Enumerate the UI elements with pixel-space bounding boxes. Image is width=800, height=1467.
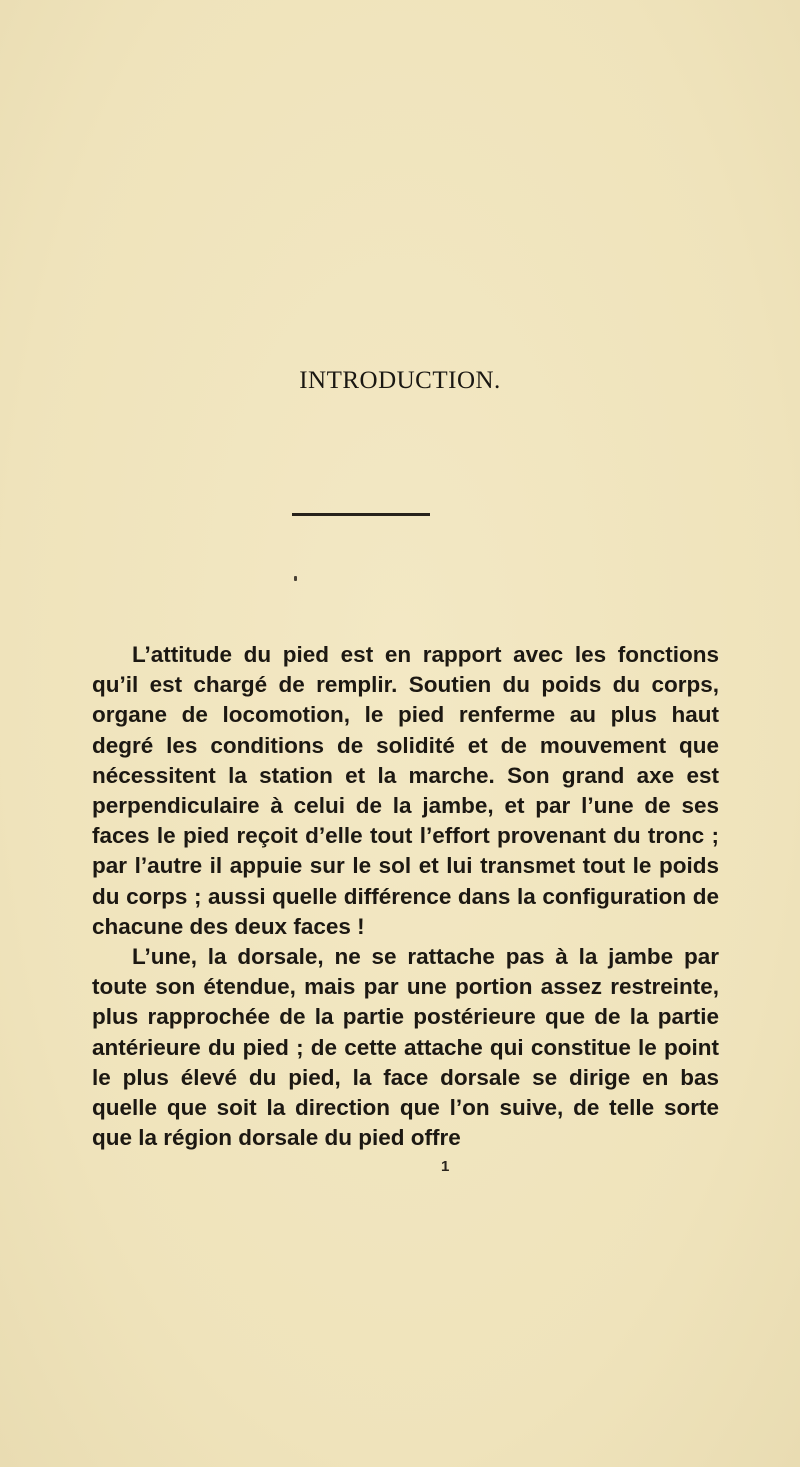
heading-divider — [292, 513, 430, 516]
signature-mark: 1 — [441, 1158, 450, 1175]
paragraph-2: L’une, la dorsale, ne se rattache pas à la jambe par toute son étendue, mais par une portion assez restreinte, plus rapprochée de la partie postérieure que de la partie antérieure du pied ; de cette attache qui constitue le point le plus élevé du pied, la face dorsale se dirige en bas quelle que soit la direction que l’on suive, de telle sorte que la région dorsale du pied offre — [92, 944, 719, 1151]
chapter-heading: INTRODUCTION. — [299, 367, 501, 394]
paragraph-1: L’attitude du pied est en rapport avec les fonctions qu’il est chargé de remplir. Soutien du poids du corps, organe de locomotion, le pied renferme au plus haut degré les conditions de solidité et de mouvement que nécessitent la station et la marche. Son grand axe est perpendiculaire à celui de la jambe, et par l’une de ses faces le pied reçoit d’elle tout l’effort provenant du tronc ; par l’autre il appuie sur le sol et lui transmet tout le poids du corps ; aussi quelle différence dans la configuration de chacune des deux faces ! — [92, 642, 719, 939]
ink-speck — [294, 576, 297, 581]
body-text — [92, 640, 719, 1153]
